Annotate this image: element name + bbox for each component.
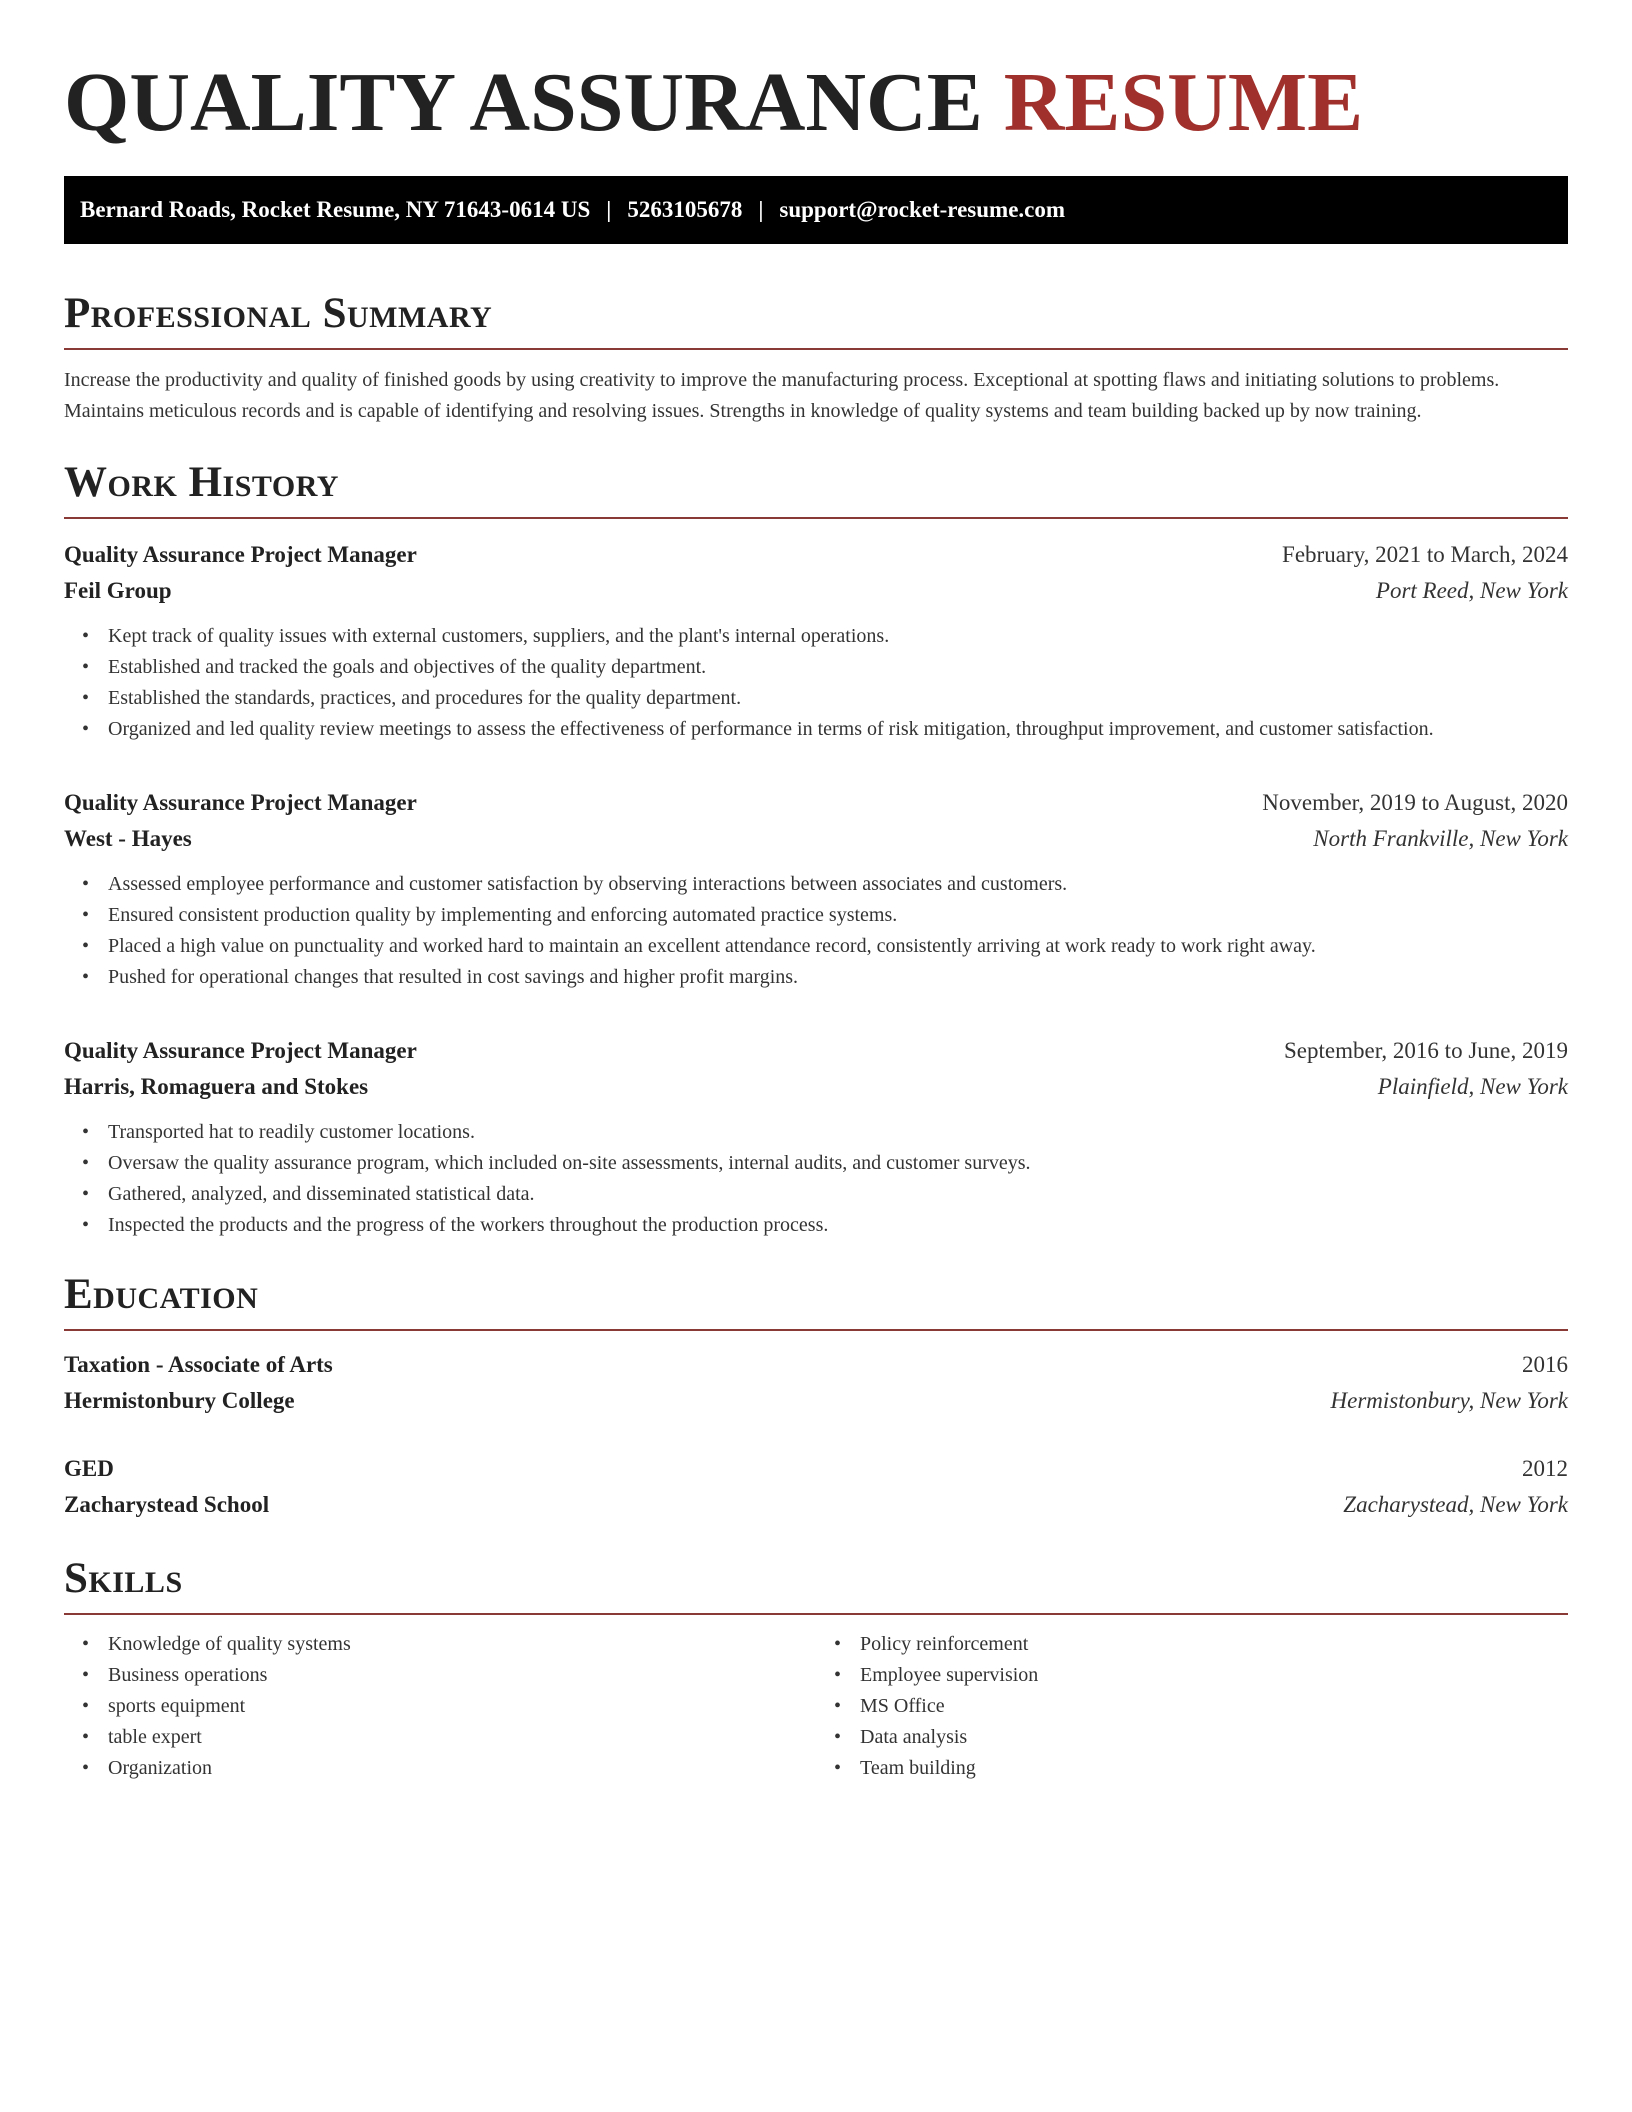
contact-phone: 5263105678 bbox=[627, 197, 743, 222]
job-location: North Frankville, New York bbox=[1313, 826, 1568, 851]
resume-title bbox=[64, 48, 1568, 158]
job-location: Plainfield, New York bbox=[1377, 1074, 1568, 1099]
list-item: • Inspected the products and the progress of the workers throughout the production process. bbox=[108, 1210, 1568, 1241]
contact-separator: | bbox=[758, 197, 764, 222]
education-degree-row bbox=[64, 1451, 1568, 1487]
skills-list bbox=[64, 1629, 816, 1784]
section-divider bbox=[64, 517, 1568, 519]
contact-email: support@rocket-resume.com bbox=[779, 197, 1066, 222]
job-dates: September, 2016 to June, 2019 bbox=[1284, 1038, 1568, 1063]
education-school: Hermistonbury College bbox=[64, 1388, 295, 1413]
skill-item: • Employee supervision bbox=[860, 1660, 1568, 1691]
job-dates: February, 2021 to March, 2024 bbox=[1282, 542, 1568, 567]
education-degree-row bbox=[64, 1347, 1568, 1383]
summary-text: Increase the productivity and quality of finished goods by using creativity to improve the manufacturing process. Exceptional at spotting flaws and initiating solutions to problems. Maintains meticulous records and is capable of identifying and resolving issues. Strengths in knowledge of quality systems and team building backed up by now training. bbox=[64, 369, 1500, 422]
section-divider bbox=[64, 1613, 1568, 1615]
skill-item: • Business operations bbox=[108, 1660, 816, 1691]
contact-separator: | bbox=[606, 197, 612, 222]
education-degree: Taxation - Associate of Arts bbox=[64, 1352, 333, 1377]
skill-item: • table expert bbox=[108, 1722, 816, 1753]
section-heading-work: Work History bbox=[64, 459, 339, 506]
education-section bbox=[64, 1267, 1568, 1523]
job-entry bbox=[64, 1033, 1568, 1241]
skill-item: • Organization bbox=[108, 1753, 816, 1784]
skill-item: • Policy reinforcement bbox=[860, 1629, 1568, 1660]
job-company-row bbox=[64, 1069, 1568, 1105]
job-entry bbox=[64, 785, 1568, 993]
education-school: Zacharystead School bbox=[64, 1492, 270, 1517]
education-entry bbox=[64, 1347, 1568, 1419]
skill-item: • Knowledge of quality systems bbox=[108, 1629, 816, 1660]
education-school-row bbox=[64, 1383, 1568, 1419]
job-dates: November, 2019 to August, 2020 bbox=[1262, 790, 1568, 815]
list-item: • Established the standards, practices, and procedures for the quality department. bbox=[108, 683, 1568, 714]
job-company: Harris, Romaguera and Stokes bbox=[64, 1074, 369, 1099]
summary-section bbox=[64, 286, 1568, 427]
contact-address: Bernard Roads, Rocket Resume, NY 71643-0614 US bbox=[80, 197, 591, 222]
job-location: Port Reed, New York bbox=[1375, 578, 1568, 603]
list-item: • Kept track of quality issues with external customers, suppliers, and the plant's internal operations. bbox=[108, 621, 1568, 652]
job-title: Quality Assurance Project Manager bbox=[64, 790, 417, 815]
section-heading-summary: Professional Summary bbox=[64, 290, 493, 337]
list-item: • Gathered, analyzed, and disseminated statistical data. bbox=[108, 1179, 1568, 1210]
job-header-row bbox=[64, 785, 1568, 821]
title-main: QUALITY ASSURANCE bbox=[64, 56, 983, 149]
job-bullets bbox=[64, 621, 1568, 745]
list-item: • Transported hat to readily customer locations. bbox=[108, 1117, 1568, 1148]
list-item: • Established and tracked the goals and objectives of the quality department. bbox=[108, 652, 1568, 683]
job-company-row bbox=[64, 821, 1568, 857]
job-entry bbox=[64, 537, 1568, 745]
education-entry bbox=[64, 1451, 1568, 1523]
skill-item: • Team building bbox=[860, 1753, 1568, 1784]
job-bullets bbox=[64, 869, 1568, 993]
skills-column-left bbox=[64, 1629, 816, 1784]
section-divider bbox=[64, 348, 1568, 350]
skills-grid bbox=[64, 1629, 1568, 1784]
list-item: • Organized and led quality review meetings to assess the effectiveness of performance in terms of risk mitigation, throughput improvement, and customer satisfaction. bbox=[108, 714, 1568, 745]
job-bullets bbox=[64, 1117, 1568, 1241]
skills-column-right bbox=[816, 1629, 1568, 1784]
skills-section bbox=[64, 1551, 1568, 1784]
job-company: Feil Group bbox=[64, 578, 172, 603]
list-item: • Placed a high value on punctuality and worked hard to maintain an excellent attendance record, consistently arriving at work ready to work right away. bbox=[108, 931, 1568, 962]
job-title: Quality Assurance Project Manager bbox=[64, 542, 417, 567]
title-accent: RESUME bbox=[1003, 56, 1364, 149]
work-history-section bbox=[64, 455, 1568, 1241]
job-company: West - Hayes bbox=[64, 826, 192, 851]
list-item: • Pushed for operational changes that resulted in cost savings and higher profit margins. bbox=[108, 962, 1568, 993]
section-divider bbox=[64, 1329, 1568, 1331]
list-item: • Ensured consistent production quality by implementing and enforcing automated practice systems. bbox=[108, 900, 1568, 931]
education-year: 2012 bbox=[1522, 1456, 1568, 1481]
education-location: Zacharystead, New York bbox=[1343, 1492, 1568, 1517]
education-school-row bbox=[64, 1487, 1568, 1523]
section-heading-education: Education bbox=[64, 1271, 259, 1318]
job-company-row bbox=[64, 573, 1568, 609]
contact-bar bbox=[64, 176, 1568, 244]
education-year: 2016 bbox=[1522, 1352, 1568, 1377]
job-header-row bbox=[64, 1033, 1568, 1069]
skill-item: • Data analysis bbox=[860, 1722, 1568, 1753]
skill-item: • sports equipment bbox=[108, 1691, 816, 1722]
education-location: Hermistonbury, New York bbox=[1330, 1388, 1568, 1413]
section-heading-skills: Skills bbox=[64, 1555, 183, 1602]
list-item: • Oversaw the quality assurance program, which included on-site assessments, internal audits, and customer surveys. bbox=[108, 1148, 1568, 1179]
job-title: Quality Assurance Project Manager bbox=[64, 1038, 417, 1063]
skill-item: • MS Office bbox=[860, 1691, 1568, 1722]
job-header-row bbox=[64, 537, 1568, 573]
skills-list bbox=[816, 1629, 1568, 1784]
list-item: • Assessed employee performance and customer satisfaction by observing interactions between associates and customers. bbox=[108, 869, 1568, 900]
education-degree: GED bbox=[64, 1456, 114, 1481]
